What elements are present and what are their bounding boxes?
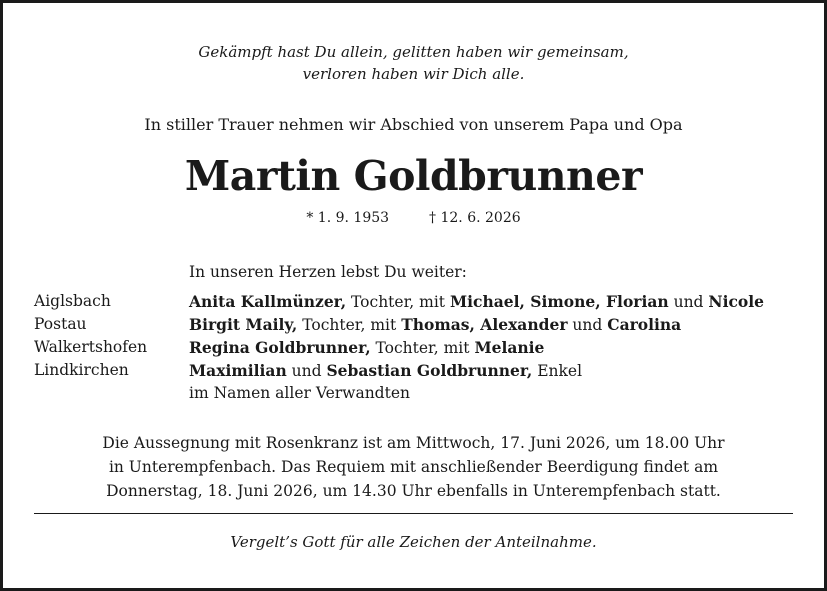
divider bbox=[34, 513, 793, 514]
relatives-line: im Namen aller Verwandten bbox=[189, 384, 410, 402]
life-dates bbox=[3, 210, 824, 226]
service-line-2: in Unterempfenbach. Das Requiem mit anschließender Beerdigung findet am bbox=[108, 458, 719, 476]
heart-line: In unseren Herzen lebst Du weiter: bbox=[189, 263, 467, 281]
mourner-entry: Regina Goldbrunner, Tochter, mit Melanie bbox=[189, 338, 545, 357]
verse-line-1: Gekämpft hast Du allein, gelitten haben wir gemeinsam, bbox=[198, 43, 629, 61]
death-date: † 12. 6. 2026 bbox=[429, 210, 521, 226]
mourner-entry: Anita Kallmünzer, Tochter, mit Michael, Simone, Florian und Nicole bbox=[189, 292, 764, 311]
service-line-1: Die Aussegnung mit Rosenkranz ist am Mittwoch, 17. Juni 2026, um 18.00 Uhr bbox=[102, 434, 725, 452]
deceased-name: Martin Goldbrunner bbox=[184, 152, 643, 200]
closing-text: Vergelt’s Gott für alle Zeichen der Anteilnahme. bbox=[230, 533, 597, 551]
mourner-place: Postau bbox=[34, 315, 87, 333]
service-line-3: Donnerstag, 18. Juni 2026, um 14.30 Uhr ebenfalls in Unterempfenbach statt. bbox=[106, 482, 721, 500]
mourner-place: Walkertshofen bbox=[34, 338, 148, 356]
intro-text: In stiller Trauer nehmen wir Abschied von unserem Papa und Opa bbox=[144, 115, 683, 134]
mourner-entry: Birgit Maily, Tochter, mit Thomas, Alexander und Carolina bbox=[189, 315, 682, 334]
mourner-place: Lindkirchen bbox=[34, 361, 129, 379]
birth-date: * 1. 9. 1953 bbox=[306, 210, 390, 226]
mourner-entry: Maximilian und Sebastian Goldbrunner, Enkel bbox=[189, 361, 583, 380]
verse-line-2: verloren haben wir Dich alle. bbox=[302, 65, 525, 83]
mourner-place: Aiglsbach bbox=[34, 292, 111, 310]
